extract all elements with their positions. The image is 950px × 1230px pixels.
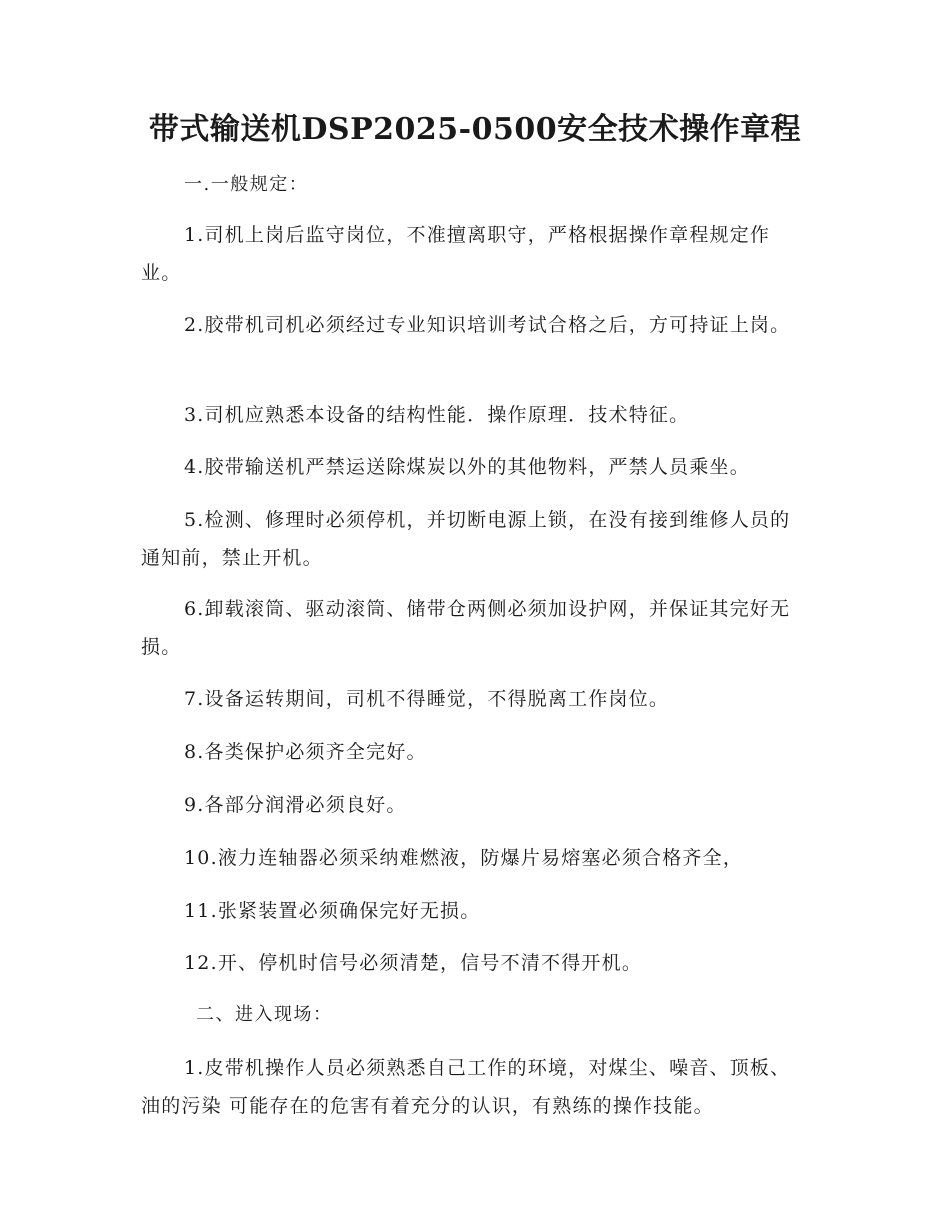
rule-item-4: 4.胶带输送机严禁运送除煤炭以外的其他物料，严禁人员乘坐。	[184, 456, 750, 478]
rule-item-2: 2.胶带机司机必须经过专业知识培训考试合格之后，方可持证上岗。	[184, 314, 791, 336]
section-heading-entering-site: 二、进入现场：	[196, 1004, 333, 1025]
rule-item-3: 3.司机应熟悉本设备的结构性能．操作原理．技术特征。	[184, 404, 690, 426]
rule-item-5: 5.检测、修理时必须停机，并切断电源上锁，在没有接到维修人员的通知前，禁止开机。	[141, 509, 791, 569]
rule-item-7: 7.设备运转期间，司机不得睡觉，不得脱离工作岗位。	[184, 688, 670, 710]
document-title: 带式输送机DSP2025-0500安全技术操作章程	[148, 112, 802, 147]
site-item-1: 1.皮带机操作人员必须熟悉自己工作的环境，对煤尘、噪音、顶板、油的污染 可能存在的危害有着充分的认识，有熟练的操作技能。	[141, 1057, 791, 1117]
section-heading-general-rules: 一.一般规定：	[184, 174, 309, 195]
rule-item-9: 9.各部分润滑必须良好。	[184, 794, 407, 816]
rule-item-8: 8.各类保护必须齐全完好。	[184, 741, 427, 763]
rule-item-6: 6.卸载滚筒、驱动滚筒、储带仓两侧必须加设护网，并保证其完好无损。	[141, 598, 791, 658]
rule-item-1: 1.司机上岗后监守岗位，不准擅离职守，严格根据操作章程规定作业。	[141, 224, 771, 284]
rule-item-11: 11.张紧装置必须确保完好无损。	[184, 900, 481, 922]
rule-item-12: 12.开、停机时信号必须清楚，信号不清不得开机。	[184, 952, 643, 974]
rule-item-10: 10.液力连轴器必须采纳难燃液，防爆片易熔塞必须合格齐全，	[184, 847, 744, 869]
